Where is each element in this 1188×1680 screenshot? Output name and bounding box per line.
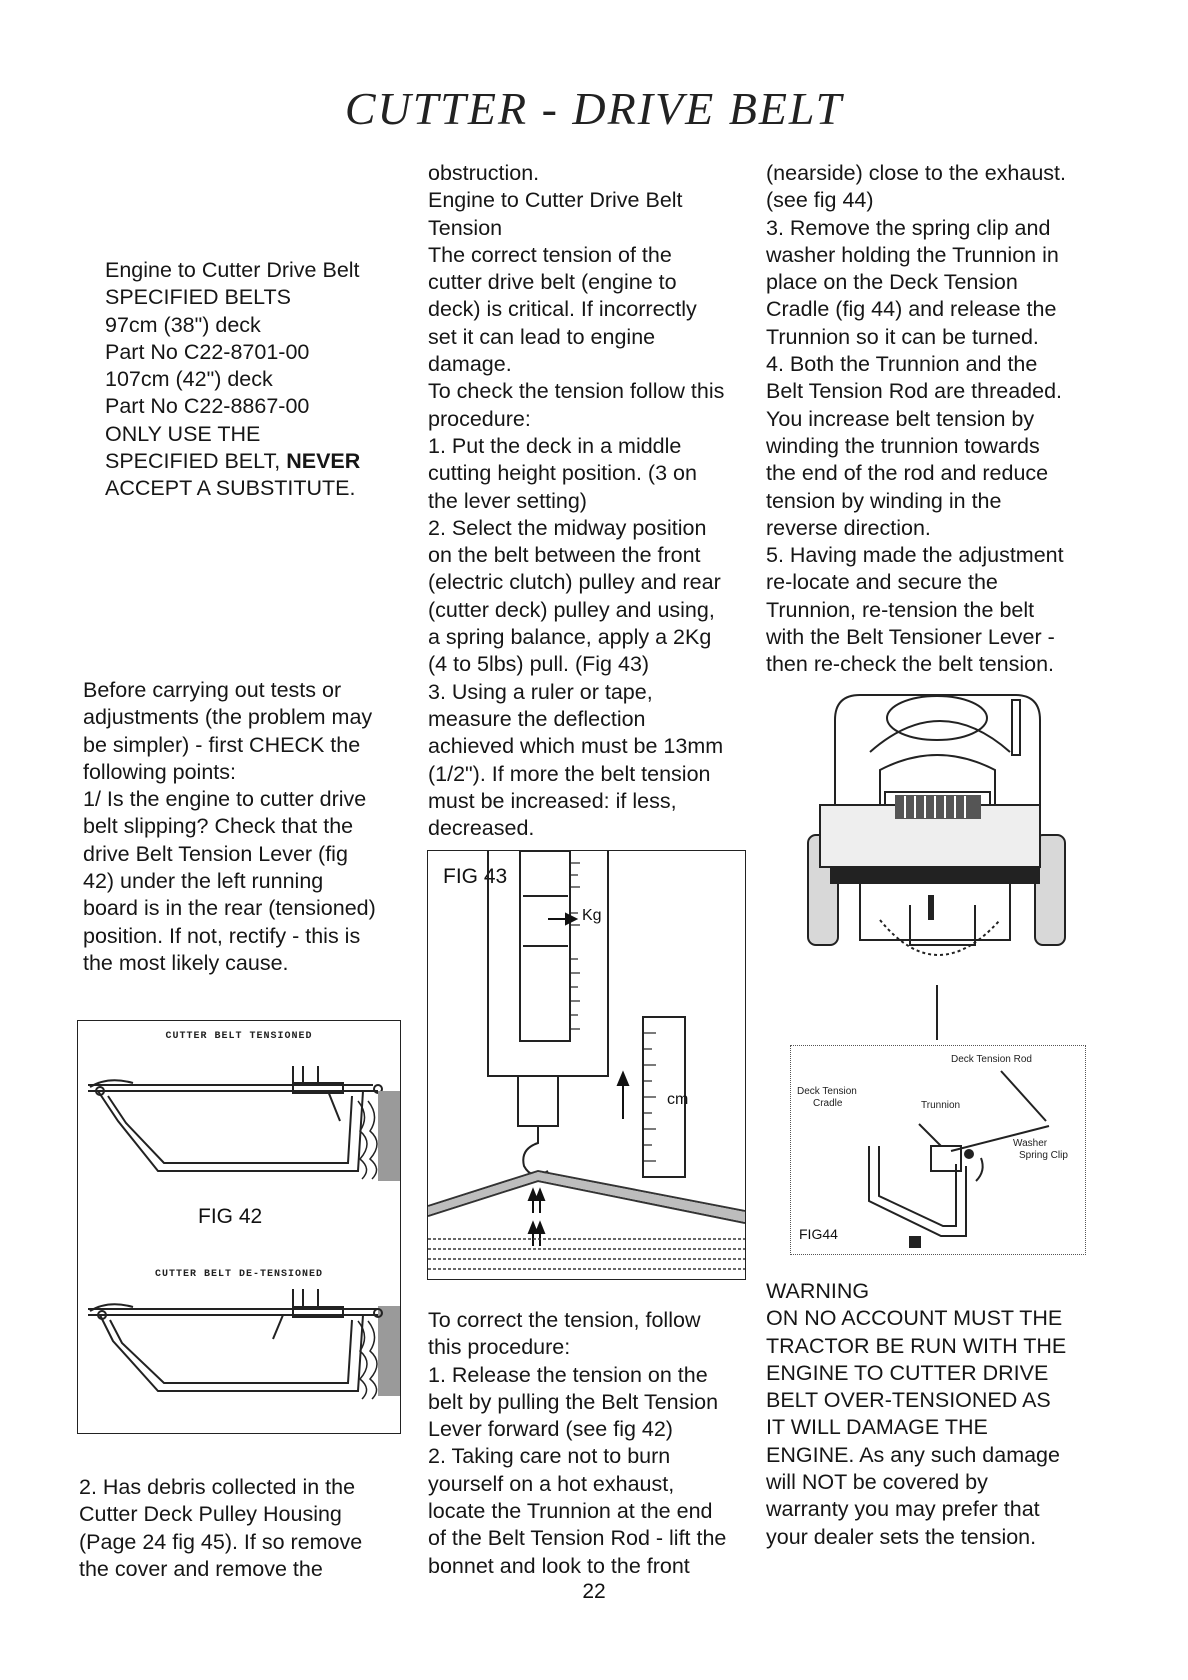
deck-detensioned-drawing [88,1289,382,1399]
body-line: procedure: [428,406,531,431]
correct-line: locate the Trunnion at the end [428,1499,713,1524]
preliminary-checks-block [83,677,403,977]
spec-line [105,448,395,475]
warning-block [766,1278,1096,1551]
body-line: You increase belt tension by [766,406,1035,431]
body-line: (cutter deck) pulley and using, [428,597,715,622]
body-line: 3. Remove the spring clip and [766,215,1051,240]
warning-line: warranty you may prefer that [766,1497,1040,1522]
body-line: must be increased: if less, [428,788,677,813]
correct-line: belt by pulling the Belt Tension [428,1389,719,1414]
body-line: winding the trunnion towards [766,433,1040,458]
fig42-label: FIG 42 [198,1205,263,1228]
check-line: the most likely cause. [83,950,289,975]
warning-line: BELT OVER-TENSIONED AS [766,1388,1051,1413]
debris-line: Cutter Deck Pulley Housing [79,1502,342,1527]
spec-line: Engine to Cutter Drive Belt [105,258,360,282]
spec-line: SPECIFIED BELTS [105,285,291,310]
body-line: cutting height position. (3 on [428,461,697,486]
body-line: achieved which must be 13mm [428,734,724,759]
body-line: Engine to Cutter Drive Belt [428,188,683,213]
body-line: Trunnion so it can be turned. [766,324,1039,349]
page-number: 22 [582,1580,606,1603]
spring-clip-label: Spring Clip [1019,1150,1068,1161]
debris-line: 2. Has debris collected in the [79,1475,356,1499]
body-line: a spring balance, apply a 2Kg [428,625,712,650]
correct-line: 2. Taking care not to burn [428,1444,671,1469]
body-line: The correct tension of the [428,242,672,267]
body-line: place on the Deck Tension [766,270,1018,295]
trunnion-adjustment-block [766,160,1096,679]
warning-line: ON NO ACCOUNT MUST THE [766,1306,1063,1331]
body-line: on the belt between the front [428,543,701,568]
spec-line: Part No C22-8701-00 [105,339,310,364]
fig43-diagram [427,850,746,1280]
correct-line: of the Belt Tension Rod - lift the [428,1526,727,1551]
warning-line: ENGINE. As any such damage [766,1442,1060,1467]
body-line: with the Belt Tensioner Lever - [766,625,1055,650]
tension-check-block [428,160,758,842]
body-line: Cradle (fig 44) and release the [766,297,1057,322]
body-line: (electric clutch) pulley and rear [428,570,721,595]
deck-tension-rod-label: Deck Tension Rod [951,1054,1032,1065]
correct-line: bonnet and look to the front [428,1553,690,1578]
debris-check-block [79,1474,399,1583]
body-line: Trunnion, re-tension the belt [766,597,1035,622]
trunnion-label: Trunnion [921,1100,961,1111]
correct-line: To correct the tension, follow [428,1308,701,1332]
body-line: 3. Using a ruler or tape, [428,679,653,704]
warning-heading: WARNING [766,1279,870,1303]
body-line: decreased. [428,816,535,841]
fig43-label: FIG 43 [443,865,508,888]
body-line: the lever setting) [428,488,587,513]
correct-line: yourself on a hot exhaust, [428,1471,675,1496]
body-line: Belt Tension Rod are threaded. [766,379,1063,404]
deck-tension-cradle-label-line2: Cradle [813,1098,843,1109]
body-line: the end of the rod and reduce [766,461,1049,486]
check-line: adjustments (the problem may [83,705,373,730]
warning-line: ENGINE TO CUTTER DRIVE [766,1360,1049,1385]
fig43-kg-label: Kg [582,907,602,924]
body-line: measure the deflection [428,706,646,731]
never-emphasis: NEVER [286,449,361,474]
body-line: 5. Having made the adjustment [766,543,1064,568]
body-line: deck) is critical. If incorrectly [428,297,697,322]
body-line: 2. Select the midway position [428,515,707,540]
body-line: (see fig 44) [766,188,874,213]
deck-tensioned-drawing [88,1066,382,1179]
check-line: drive Belt Tension Lever (fig [83,841,348,866]
spec-line: Part No C22-8867-00 [105,394,310,419]
body-line: tension by winding in the [766,488,1002,513]
correct-tension-block [428,1307,758,1580]
page-title: CUTTER - DRIVE BELT [344,83,844,134]
body-line: obstruction. [428,161,540,185]
body-line: washer holding the Trunnion in [766,242,1059,267]
correct-line: Lever forward (see fig 42) [428,1417,673,1442]
body-line: then re-check the belt tension. [766,652,1055,677]
fig42-top-caption: CUTTER BELT TENSIONED [165,1031,313,1042]
body-line: To check the tension follow this [428,379,725,404]
fig42-bottom-caption: CUTTER BELT DE-TENSIONED [154,1269,324,1280]
body-line: (1/2"). If more the belt tension [428,761,711,786]
fig44-label: FIG44 [799,1226,838,1242]
spec-line: 97cm (38") deck [105,312,261,337]
check-line: following points: [83,759,236,784]
body-line: (4 to 5lbs) pull. (Fig 43) [428,652,650,677]
body-line: re-locate and secure the [766,570,998,595]
warning-line: TRACTOR BE RUN WITH THE [766,1333,1067,1358]
body-line: reverse direction. [766,515,931,540]
correct-line: 1. Release the tension on the [428,1362,708,1387]
spec-text: SPECIFIED BELT, [105,449,287,474]
washer-label: Washer [1013,1138,1048,1149]
check-line: belt slipping? Check that the [83,814,354,839]
check-line: position. If not, rectify - this is [83,923,361,948]
warning-line: your dealer sets the tension. [766,1524,1037,1549]
body-line: Tension [428,215,503,240]
deck-tension-cradle-label-line1: Deck Tension [797,1086,857,1097]
body-line: set it can lead to engine [428,324,656,349]
body-line: (nearside) close to the exhaust. [766,161,1066,185]
check-line: 42) under the left running [83,869,324,894]
check-line: be simpler) - first CHECK the [83,732,361,757]
spec-line: ONLY USE THE [105,421,261,446]
debris-line: the cover and remove the [79,1556,323,1581]
check-line: board is in the rear (tensioned) [83,896,376,921]
fig43-cm-label: cm [667,1091,689,1108]
body-line: cutter drive belt (engine to [428,270,677,295]
warning-line: will NOT be covered by [766,1470,988,1495]
debris-line: (Page 24 fig 45). If so remove [79,1529,363,1554]
specified-belts-block [105,257,395,503]
body-line: 1. Put the deck in a middle [428,433,682,458]
correct-line: this procedure: [428,1335,571,1360]
body-line: damage. [428,352,512,377]
warning-line: IT WILL DAMAGE THE [766,1415,988,1440]
spec-line: 107cm (42") deck [105,367,273,392]
body-line: 4. Both the Trunnion and the [766,352,1038,377]
check-line: Before carrying out tests or [83,678,342,702]
fig44-diagram [790,1045,1086,1255]
spec-line: ACCEPT A SUBSTITUTE. [105,476,356,501]
check-line: 1/ Is the engine to cutter drive [83,787,367,812]
fig42-diagram [77,1020,401,1434]
